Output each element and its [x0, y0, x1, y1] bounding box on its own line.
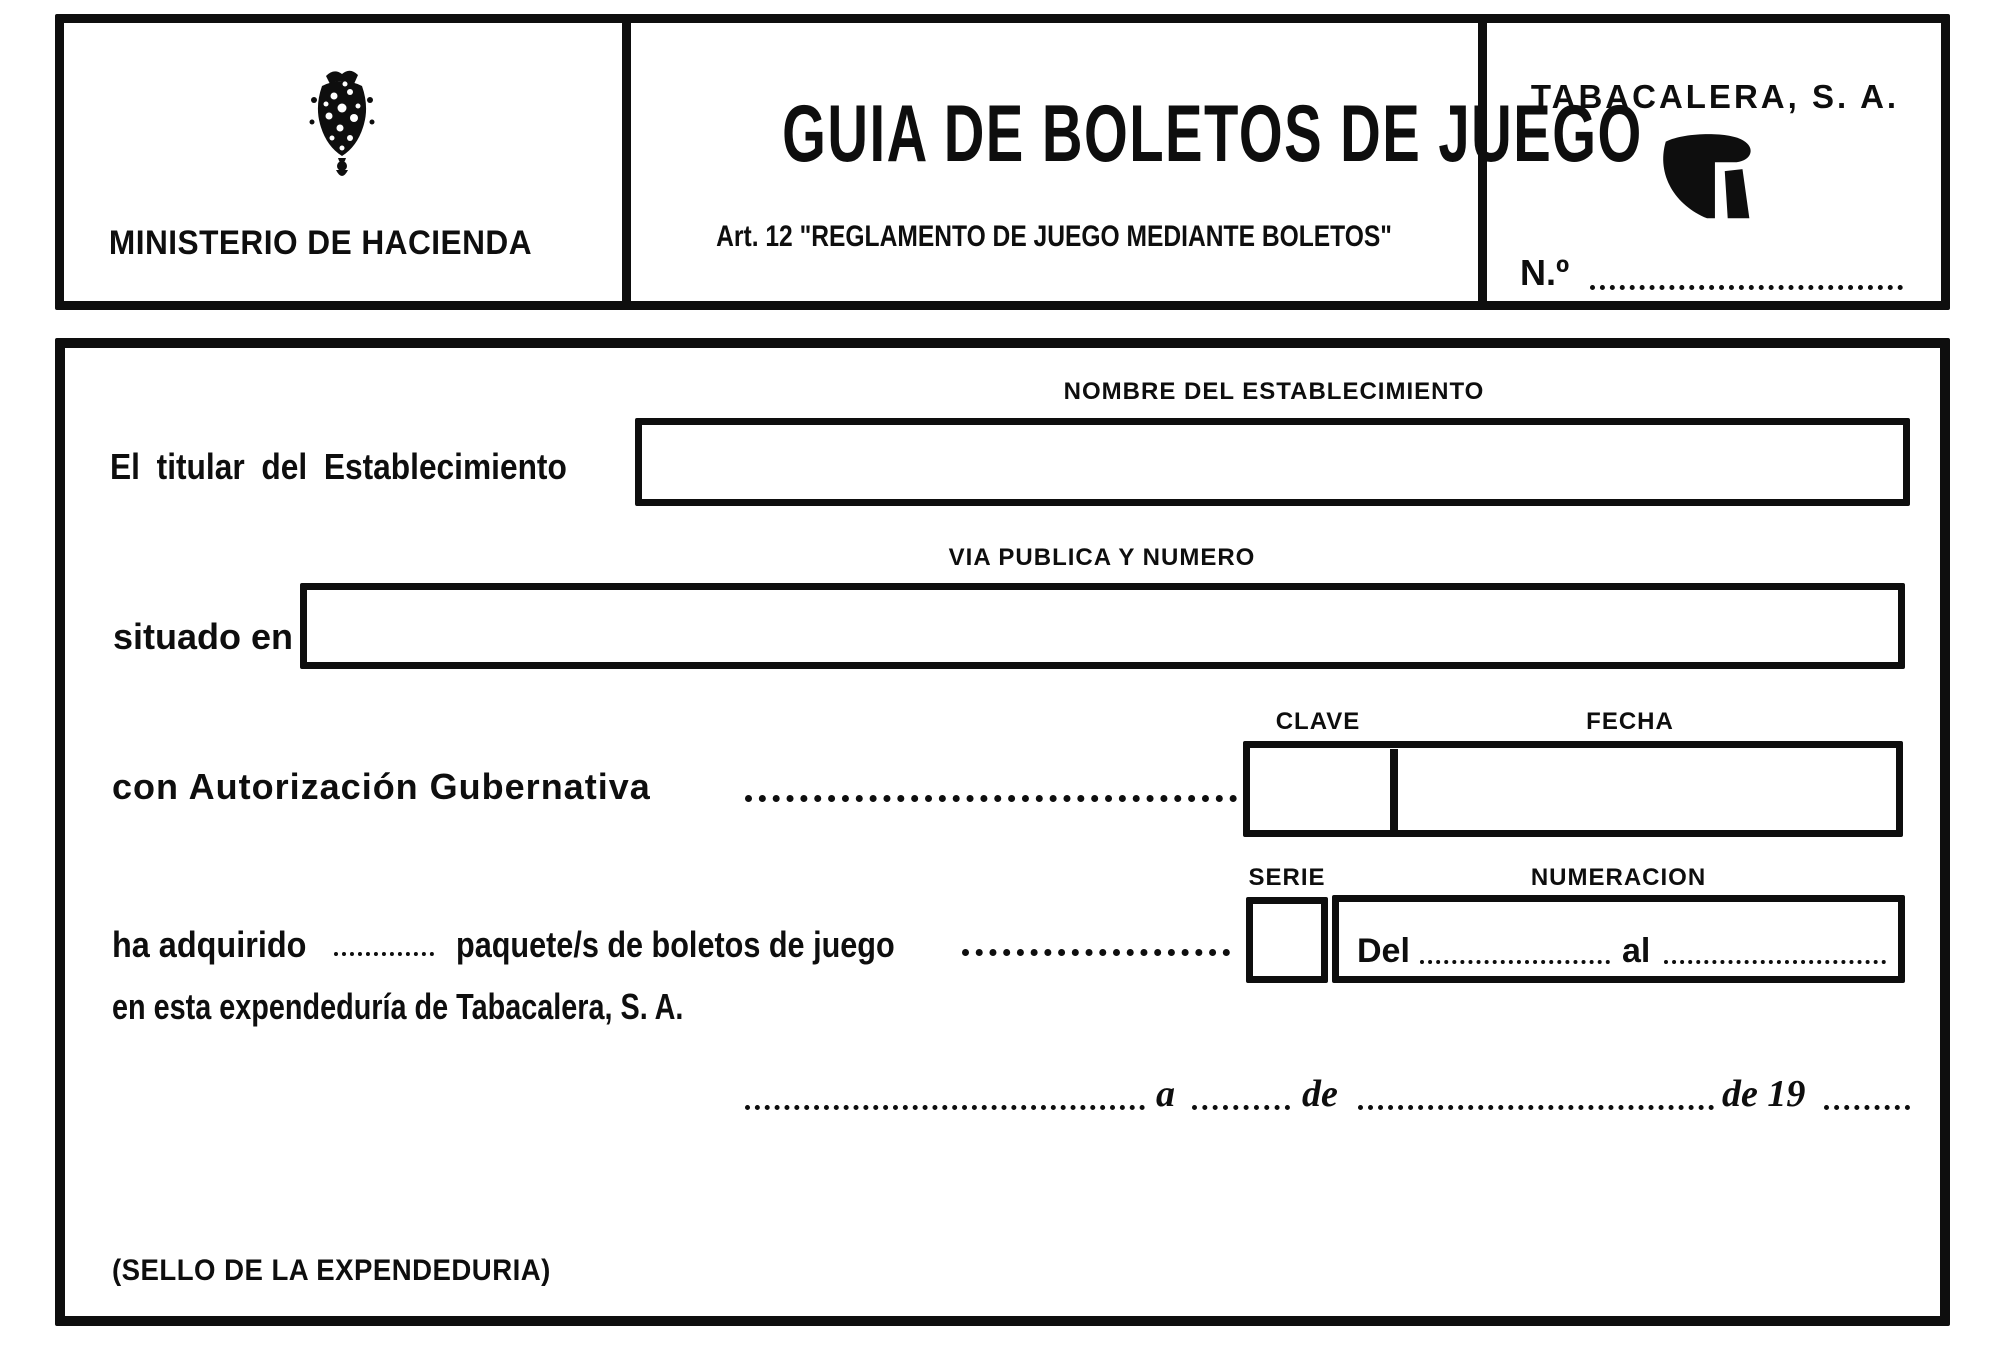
form-subtitle-text: Art. 12 "REGLAMENTO DE JUEGO MEDIANTE BOLETOS" — [716, 220, 1393, 253]
de19-label: de 19 — [1722, 1073, 1806, 1115]
expendeduria-label-text: en esta expendeduría de Tabacalera, S. A. — [112, 986, 684, 1027]
paquetes-label-text: paquete/s de boletos de juego — [456, 924, 895, 965]
al-blank[interactable] — [1664, 938, 1886, 964]
establecimiento-caption: NOMBRE DEL ESTABLECIMIENTO — [1063, 378, 1485, 405]
anio-blank[interactable] — [1824, 1078, 1910, 1110]
sello-note-text: (SELLO DE LA EXPENDEDURIA) — [112, 1254, 551, 1287]
clave-fecha-divider — [1390, 749, 1398, 830]
adquirido-label-text: ha adquirido — [112, 924, 307, 965]
company-name: TABACALERA, S. A. — [1530, 78, 1900, 115]
titular-label — [110, 446, 629, 488]
form-title-text: GUIA DE BOLETOS DE JUEGO — [782, 89, 1643, 180]
form-title — [631, 88, 1643, 180]
dia-blank[interactable] — [1192, 1078, 1290, 1110]
clave-fecha-field[interactable] — [1243, 741, 1903, 837]
paquetes-label — [456, 924, 972, 966]
autorizacion-label: con Autorización Gubernativa — [112, 766, 651, 807]
sello-note — [112, 1254, 589, 1288]
form-subtitle — [631, 220, 1478, 254]
titular-label-text: El titular del Establecimiento — [110, 446, 567, 487]
adquirido-label — [112, 924, 328, 966]
cantidad-blank[interactable] — [334, 930, 434, 956]
a-label: a — [1156, 1073, 1175, 1115]
autorizacion-blank[interactable] — [745, 768, 1237, 802]
tabacalera-logo-icon — [1652, 130, 1770, 224]
ministry-name — [80, 224, 560, 263]
numero-label: N.º — [1520, 252, 1570, 293]
header-divider-left — [622, 14, 631, 310]
fecha-caption: FECHA — [1586, 708, 1674, 735]
serie-caption: SERIE — [1248, 864, 1326, 891]
expendeduria-label — [112, 986, 826, 1028]
numero-blank[interactable] — [1590, 258, 1903, 290]
ministry-name-text: MINISTERIO DE HACIENDA — [108, 224, 532, 262]
del-blank[interactable] — [1420, 938, 1610, 964]
hacienda-crest-icon — [298, 66, 386, 182]
direccion-field[interactable] — [300, 583, 1905, 669]
al-label: al — [1622, 932, 1651, 970]
via-caption: VIA PUBLICA Y NUMERO — [948, 544, 1256, 571]
paquetes-blank[interactable] — [962, 922, 1230, 956]
situado-label: situado en — [113, 616, 294, 657]
mes-blank[interactable] — [1358, 1078, 1714, 1110]
del-label: Del — [1357, 932, 1410, 970]
lugar-blank[interactable] — [745, 1078, 1145, 1110]
clave-caption: CLAVE — [1275, 708, 1361, 735]
establecimiento-field[interactable] — [635, 418, 1910, 506]
serie-field[interactable] — [1246, 897, 1328, 983]
de-label: de — [1302, 1073, 1338, 1115]
numeracion-caption: NUMERACION — [1530, 864, 1707, 891]
